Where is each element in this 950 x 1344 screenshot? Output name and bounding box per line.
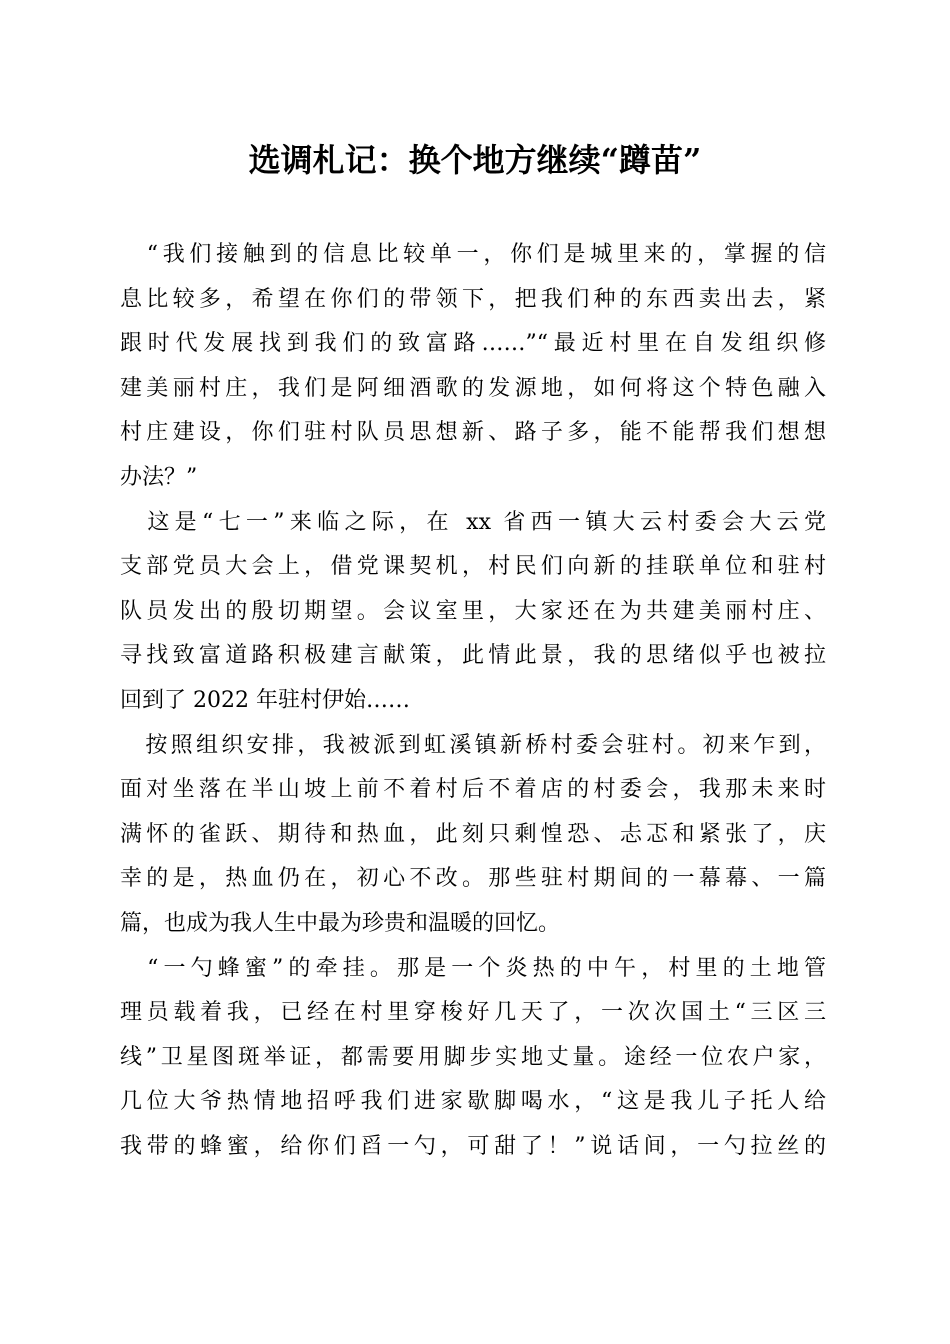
text-line: 理员载着我，已经在村里穿梭好几天了，一次次国土“三区三 bbox=[120, 1000, 826, 1026]
text-line: 队员发出的殷切期望。会议室里，大家还在为共建美丽村庄、 bbox=[120, 598, 826, 624]
paragraph bbox=[120, 947, 826, 1170]
text-line: 这是“七一”来临之际，在 xx 省西一镇大云村委会大云党 bbox=[120, 509, 826, 535]
text-line: 篇，也成为我人生中最为珍贵和温暖的回忆。 bbox=[120, 910, 561, 936]
text-line: 寻找致富道路积极建言献策，此情此景，我的思绪似乎也被拉 bbox=[120, 643, 826, 669]
text-line: 我带的蜂蜜，给你们舀一勺，可甜了！”说话间，一勺拉丝的 bbox=[120, 1133, 826, 1159]
document-title: 选调札记：换个地方继续“蹲苗” bbox=[248, 141, 702, 179]
paragraph bbox=[120, 724, 826, 947]
document-body bbox=[120, 233, 826, 1169]
text-line: 满怀的雀跃、期待和热血，此刻只剩惶恐、忐忑和紧张了，庆 bbox=[120, 821, 826, 847]
text-line: 按照组织安排，我被派到虹溪镇新桥村委会驻村。初来乍到， bbox=[120, 732, 826, 758]
text-line: 息比较多，希望在你们的带领下，把我们种的东西卖出去，紧 bbox=[120, 286, 826, 312]
text-line: 建美丽村庄，我们是阿细酒歌的发源地，如何将这个特色融入 bbox=[120, 375, 826, 401]
text-line: “一勺蜂蜜”的牵挂。那是一个炎热的中午，村里的土地管 bbox=[120, 955, 826, 981]
text-line: 幸的是，热血仍在，初心不改。那些驻村期间的一幕幕、一篇 bbox=[120, 866, 826, 892]
text-line: 线”卫星图斑举证，都需要用脚步实地丈量。途经一位农户家， bbox=[120, 1044, 826, 1070]
text-line: 面对坐落在半山坡上前不着村后不着店的村委会，我那未来时 bbox=[120, 777, 826, 803]
text-line: 支部党员大会上，借党课契机，村民们向新的挂联单位和驻村 bbox=[120, 554, 826, 580]
text-line: “我们接触到的信息比较单一，你们是城里来的，掌握的信 bbox=[120, 242, 826, 267]
text-line: 村庄建设，你们驻村队员思想新、路子多，能不能帮我们想想 bbox=[120, 420, 826, 446]
text-line: 回到了 2022 年驻村伊始…… bbox=[120, 687, 410, 713]
paragraph bbox=[120, 233, 826, 501]
text-line: 几位大爷热情地招呼我们进家歇脚喝水，“这是我儿子托人给 bbox=[120, 1089, 826, 1115]
paragraph bbox=[120, 501, 826, 724]
text-line: 办法？” bbox=[120, 464, 198, 490]
text-line: 跟时代发展找到我们的致富路……”“最近村里在自发组织修 bbox=[120, 331, 826, 357]
